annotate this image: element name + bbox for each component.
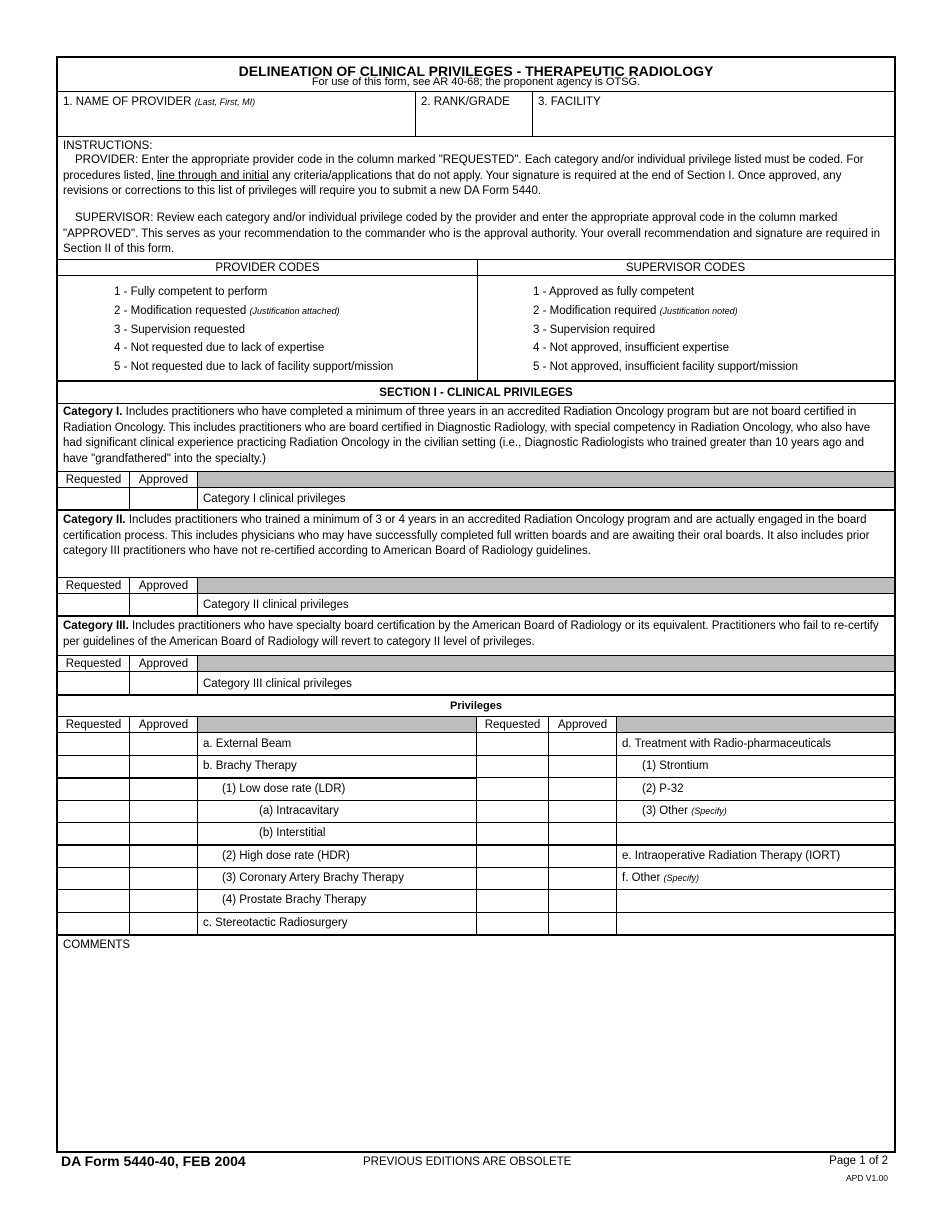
priv-left-requested-cell[interactable]	[58, 801, 128, 822]
priv-brachy-therapy: b. Brachy Therapy	[203, 760, 297, 772]
cat1-requested-header: Requested	[65, 474, 122, 486]
previous-editions-note: PREVIOUS EDITIONS ARE OBSOLETE	[363, 1156, 572, 1168]
supervisor-instructions: SUPERVISOR: Review each category and/or individual privilege coded by the provider and enter the appropriate approval code in the column marked "APPROVED". This serves as your recommendation to the commander who is the approval authority. Your overall recommendation and signature are required in Section II of this form.	[63, 212, 880, 255]
priv-right-requested-cell[interactable]	[477, 845, 547, 866]
form-subtitle: For use of this form, see AR 40-68; the proponent agency is OTSG.	[311, 76, 641, 88]
version-label: APD V1.00	[845, 1173, 888, 1183]
supervisor-code-2: 2 - Modification required (Justification noted)	[533, 305, 738, 317]
provider-name-label: 1. NAME OF PROVIDER (Last, First, MI)	[63, 96, 256, 108]
priv-low-dose-rate: (1) Low dose rate (LDR)	[222, 783, 346, 795]
priv-right-requested-cell[interactable]	[477, 890, 547, 911]
priv-radio-pharmaceuticals: d. Treatment with Radio-pharmaceuticals	[622, 738, 832, 750]
supervisor-code-4: 4 - Not approved, insufficient expertise	[533, 342, 730, 354]
category1-description: Category I. Includes practitioners who have completed a minimum of three years in an accredited Radiation Oncology program but are not board certified in Radiation Oncology. This includes practitioners who are board certified in Diagnostic Radiology, with special competency in Radiation Oncology, who also have had significant clinical experience practicing Radiation Oncology in the civilian setting (i.e., Diagnostic Radiologists who trained greater than 10 years ago and have "grandfathered" into the specialty.)	[63, 406, 871, 465]
priv-right-approved-cell[interactable]	[549, 845, 615, 866]
priv-left-approved-cell[interactable]	[130, 756, 196, 777]
supervisor-codes-heading: SUPERVISOR CODES	[625, 262, 746, 274]
comments-field[interactable]	[58, 953, 894, 1149]
priv-stereotactic-radiosurgery: c. Stereotactic Radiosurgery	[203, 917, 348, 929]
priv-left-approved-cell[interactable]	[130, 778, 196, 799]
priv-right-requested-header: Requested	[484, 719, 541, 731]
comments-label: COMMENTS	[63, 939, 131, 951]
priv-other-radio: (3) Other (Specify)	[642, 805, 727, 817]
priv-left-requested-header: Requested	[65, 719, 122, 731]
priv-left-requested-cell[interactable]	[58, 756, 128, 777]
rank-grade-field[interactable]	[417, 108, 530, 134]
cat2-approved-cell[interactable]	[130, 594, 197, 615]
instructions-heading: INSTRUCTIONS:	[63, 140, 153, 152]
form-title: DELINEATION OF CLINICAL PRIVILEGES - THERAPEUTIC RADIOLOGY	[238, 63, 714, 79]
provider-instructions: PROVIDER: Enter the appropriate provider code in the column marked "REQUESTED". Each category and/or individual privilege listed must be coded. For procedures listed, line through and initial any criteria/applications that do not apply. Your signature is required at the end of Section I. Once approved, any revisions or corrections to this list of privileges will require you to submit a new DA Form 5440.	[63, 154, 864, 197]
priv-right-approved-cell[interactable]	[549, 801, 615, 822]
cat3-approved-cell[interactable]	[130, 672, 197, 694]
priv-other: f. Other (Specify)	[622, 872, 700, 884]
provider-code-2: 2 - Modification requested (Justification attached)	[114, 305, 340, 317]
cat2-approved-header: Approved	[138, 580, 189, 592]
priv-right-requested-cell[interactable]	[477, 733, 547, 754]
priv-intracavitary: (a) Intracavitary	[259, 805, 339, 817]
priv-left-requested-cell[interactable]	[58, 778, 128, 799]
cat1-privileges-label: Category I clinical privileges	[203, 493, 346, 505]
priv-strontium: (1) Strontium	[642, 760, 709, 772]
form-number: DA Form 5440-40, FEB 2004	[61, 1153, 246, 1169]
cat1-requested-cell[interactable]	[58, 488, 129, 509]
provider-code-1: 1 - Fully competent to perform	[114, 286, 268, 298]
priv-right-requested-cell[interactable]	[477, 913, 547, 934]
page-number: Page 1 of 2	[829, 1155, 888, 1167]
priv-right-approved-cell[interactable]	[549, 890, 615, 911]
priv-p32: (2) P-32	[642, 783, 684, 795]
privileges-heading: Privileges	[450, 700, 502, 712]
priv-left-requested-cell[interactable]	[58, 823, 128, 844]
facility-field[interactable]	[534, 108, 892, 134]
priv-iort: e. Intraoperative Radiation Therapy (IORT)	[622, 850, 841, 862]
cat1-approved-cell[interactable]	[130, 488, 197, 509]
rank-grade-label: 2. RANK/GRADE	[421, 96, 510, 108]
priv-right-approved-cell[interactable]	[549, 868, 615, 889]
priv-right-requested-cell[interactable]	[477, 778, 547, 799]
provider-codes-heading: PROVIDER CODES	[215, 262, 320, 274]
priv-left-approved-cell[interactable]	[130, 845, 196, 866]
priv-prostate-brachy: (4) Prostate Brachy Therapy	[222, 894, 367, 906]
supervisor-code-1: 1 - Approved as fully competent	[533, 286, 695, 298]
cat3-privileges-label: Category III clinical privileges	[203, 678, 352, 690]
priv-left-requested-cell[interactable]	[58, 845, 128, 866]
priv-left-requested-cell[interactable]	[58, 890, 128, 911]
cat2-requested-cell[interactable]	[58, 594, 129, 615]
cat3-requested-header: Requested	[65, 658, 122, 670]
priv-coronary-artery-brachy: (3) Coronary Artery Brachy Therapy	[222, 872, 404, 884]
priv-left-approved-cell[interactable]	[130, 733, 196, 754]
provider-name-field[interactable]	[58, 108, 413, 134]
provider-code-4: 4 - Not requested due to lack of expertise	[114, 342, 325, 354]
priv-right-approved-cell[interactable]	[549, 733, 615, 754]
priv-external-beam: a. External Beam	[203, 738, 292, 750]
priv-interstitial: (b) Interstitial	[259, 827, 326, 839]
priv-left-requested-cell[interactable]	[58, 733, 128, 754]
priv-left-requested-cell[interactable]	[58, 868, 128, 889]
form-container	[56, 56, 896, 1153]
provider-code-3: 3 - Supervision requested	[114, 324, 246, 336]
cat2-requested-header: Requested	[65, 580, 122, 592]
priv-right-requested-cell[interactable]	[477, 868, 547, 889]
priv-right-approved-cell[interactable]	[549, 823, 615, 844]
priv-left-approved-cell[interactable]	[130, 868, 196, 889]
priv-left-approved-cell[interactable]	[130, 823, 196, 844]
priv-right-requested-cell[interactable]	[477, 801, 547, 822]
provider-code-5: 5 - Not requested due to lack of facility support/mission	[114, 361, 394, 373]
cat3-requested-cell[interactable]	[58, 672, 129, 694]
category2-description: Category II. Includes practitioners who trained a minimum of 3 or 4 years in an accredited Radiation Oncology program and are actually engaged in the board certification process. This includes physicians who may have successfully completed full written boards and are awaiting their oral boards. It also includes prior category III practitioners who have not re-certified according to American Board of Radiology guidelines.	[63, 514, 870, 557]
category3-description: Category III. Includes practitioners who have specialty board certification by the American Board of Radiology or its equivalent. Practitioners who fail to re-certify per guidelines of the American Board of Radiology will revert to category II level of privileges.	[63, 620, 879, 648]
section1-heading: SECTION I - CLINICAL PRIVILEGES	[379, 387, 573, 399]
priv-right-approved-cell[interactable]	[549, 756, 615, 777]
priv-left-approved-header: Approved	[138, 719, 189, 731]
cat2-privileges-label: Category II clinical privileges	[203, 599, 349, 611]
supervisor-code-5: 5 - Not approved, insufficient facility support/mission	[533, 361, 799, 373]
priv-left-approved-cell[interactable]	[130, 913, 196, 934]
priv-right-approved-cell[interactable]	[549, 913, 615, 934]
priv-right-approved-header: Approved	[557, 719, 608, 731]
priv-right-requested-cell[interactable]	[477, 756, 547, 777]
priv-left-requested-cell[interactable]	[58, 913, 128, 934]
priv-right-requested-cell[interactable]	[477, 823, 547, 844]
priv-high-dose-rate: (2) High dose rate (HDR)	[222, 850, 350, 862]
supervisor-code-3: 3 - Supervision required	[533, 324, 656, 336]
cat1-approved-header: Approved	[138, 474, 189, 486]
priv-left-approved-cell[interactable]	[130, 801, 196, 822]
priv-left-approved-cell[interactable]	[130, 890, 196, 911]
cat3-approved-header: Approved	[138, 658, 189, 670]
facility-label: 3. FACILITY	[538, 96, 601, 108]
priv-right-approved-cell[interactable]	[549, 778, 615, 799]
